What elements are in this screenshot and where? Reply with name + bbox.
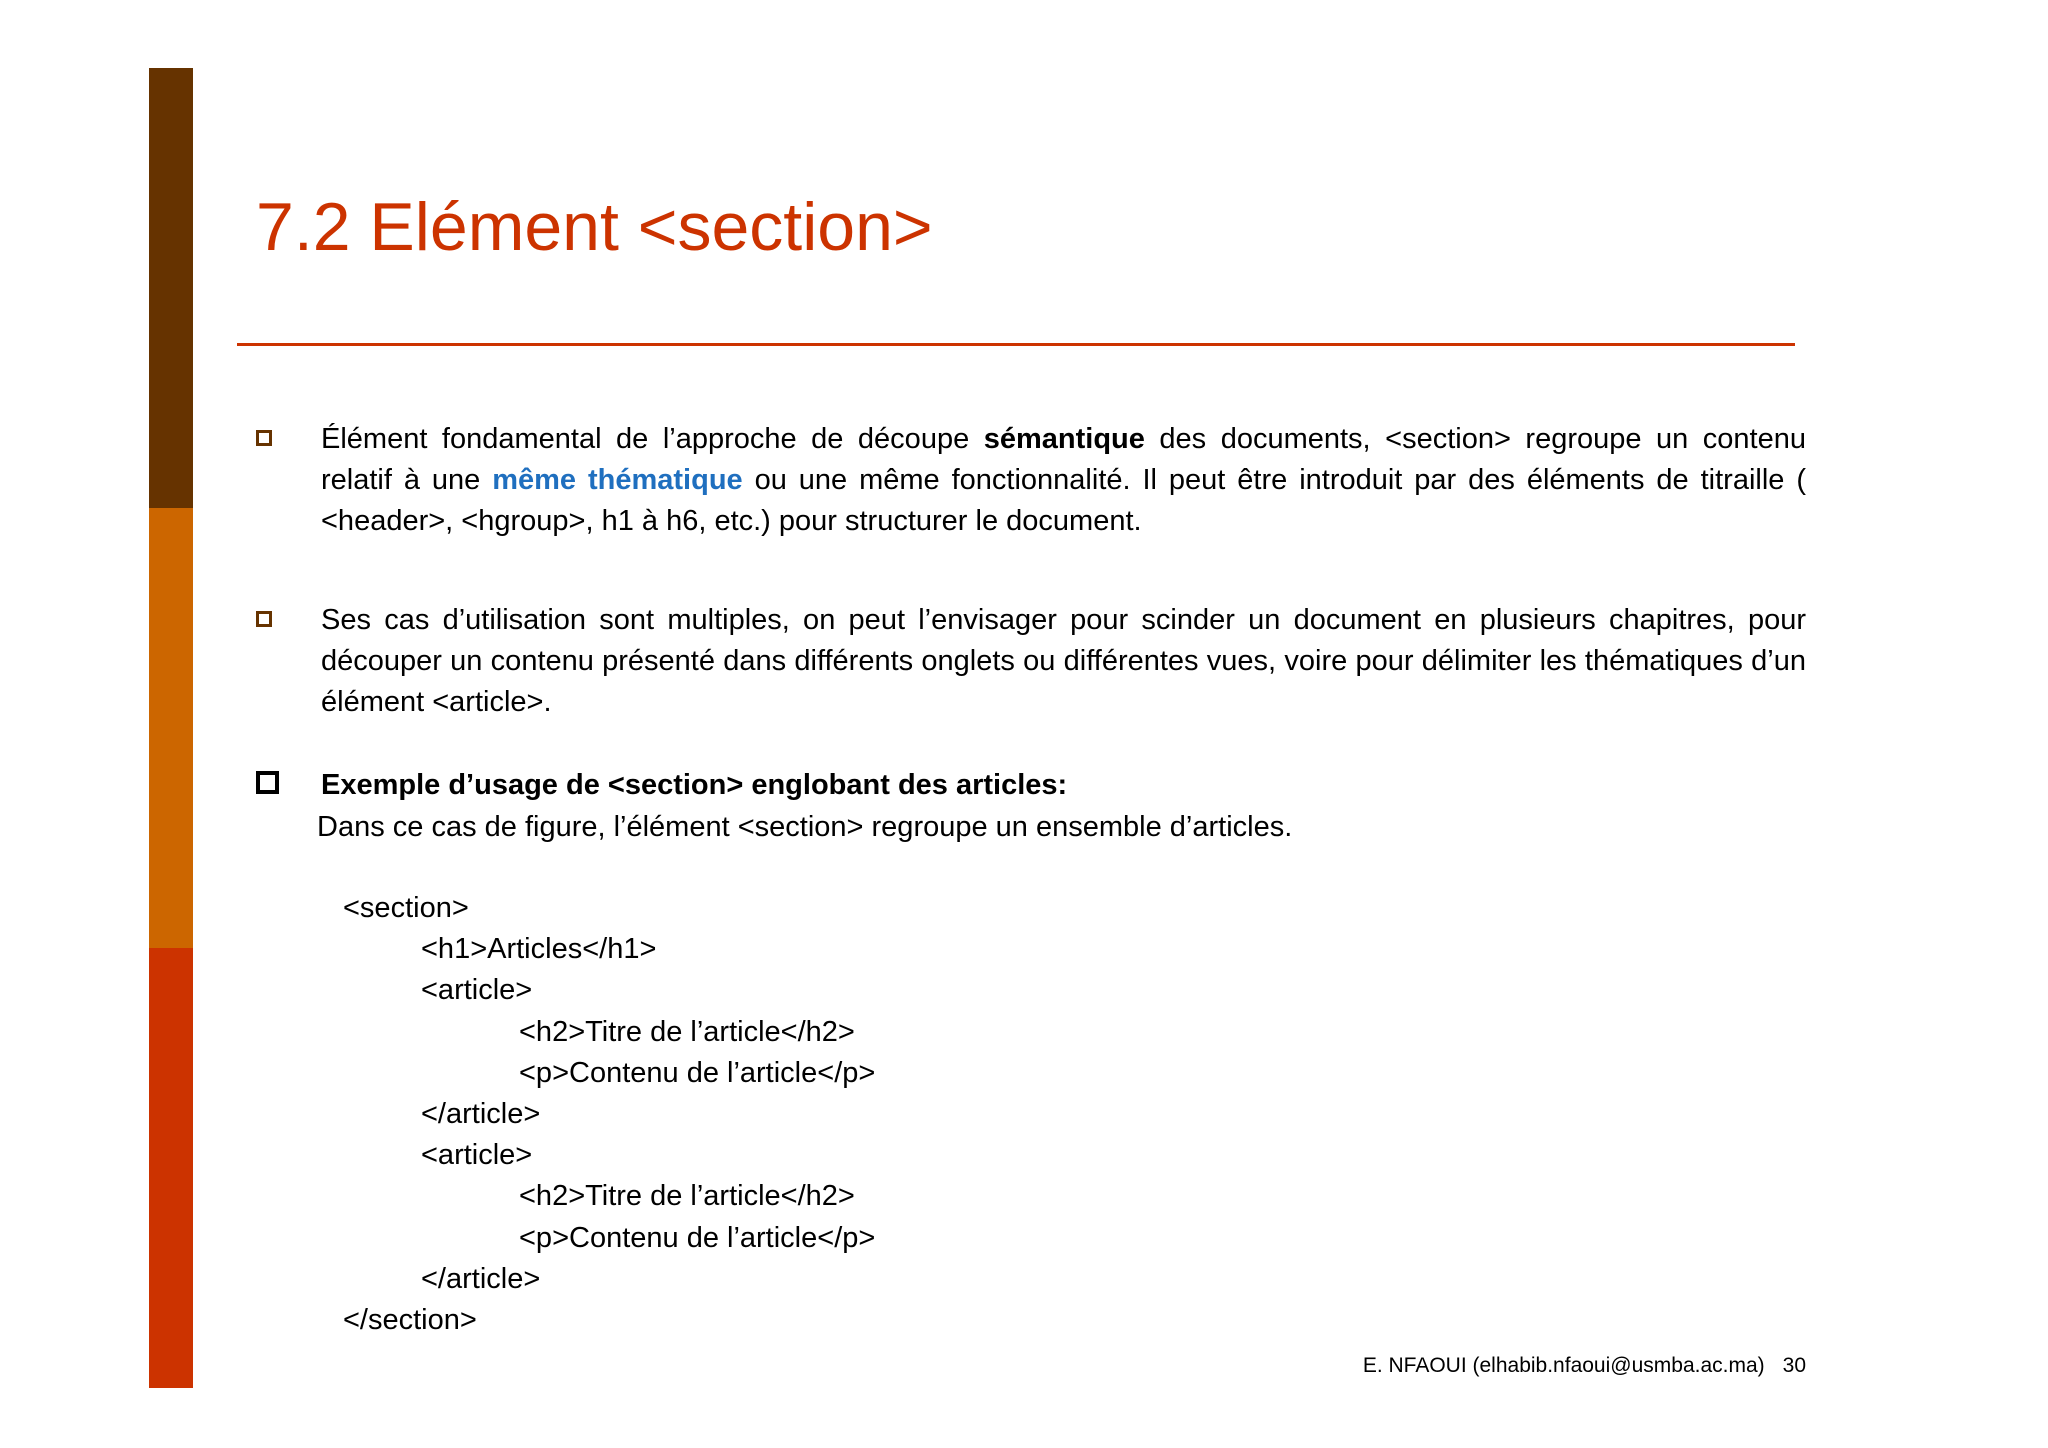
example-heading: Exemple d’usage de <section> englobant des articles: bbox=[321, 769, 1068, 801]
bullet-use-cases bbox=[256, 600, 1806, 723]
footer-author: E. NFAOUI (elhabib.nfaoui@usmba.ac.ma) bbox=[1362, 1354, 1765, 1377]
square-bullet-icon bbox=[256, 611, 272, 627]
page-number: 30 bbox=[1782, 1354, 1806, 1377]
code-line: </article> bbox=[421, 1262, 541, 1295]
title-underline bbox=[237, 343, 1795, 346]
highlighted-term: même thématique bbox=[492, 464, 743, 496]
bullet-example bbox=[256, 765, 1806, 806]
slide-footer bbox=[1363, 1354, 1806, 1378]
code-line: <p>Contenu de l’article</p> bbox=[519, 1056, 876, 1089]
code-line: <article> bbox=[421, 1139, 533, 1172]
slide-title: 7.2 Elément <section> bbox=[256, 189, 933, 265]
bullet-text bbox=[321, 419, 1806, 542]
bullet-semantic bbox=[256, 419, 1806, 542]
code-line: <h1>Articles</h1> bbox=[421, 933, 657, 966]
code-line: <p>Contenu de l’article</p> bbox=[519, 1221, 876, 1254]
code-line: <h2>Titre de l’article</h2> bbox=[519, 1180, 855, 1213]
code-line: <article> bbox=[421, 974, 533, 1007]
bold-term: sémantique bbox=[983, 423, 1145, 455]
square-bullet-icon bbox=[256, 430, 272, 446]
sidebar-bar-brown bbox=[149, 68, 193, 508]
code-line: </article> bbox=[421, 1097, 541, 1130]
bullet-text-part: ou une même fonctionnalité. Il peut être introduit par des éléments de titraille ( <header>, <hgroup>, h1 à h6, etc.) pour structurer le document. bbox=[321, 464, 1806, 537]
sidebar-bar-red bbox=[149, 948, 193, 1388]
bullet-text-part: des documents, <section> regroupe un contenu relatif à une bbox=[321, 423, 1806, 496]
example-description: Dans ce cas de figure, l’élément <section> regroupe un ensemble d’articles. bbox=[317, 811, 1293, 843]
code-line: </section> bbox=[343, 1303, 477, 1336]
bullet-text-part: Élément fondamental de l’approche de découpe bbox=[321, 423, 984, 455]
sidebar-bar-orange bbox=[149, 508, 193, 948]
square-bullet-icon bbox=[256, 771, 279, 794]
code-example bbox=[343, 888, 875, 1341]
code-line: <h2>Titre de l’article</h2> bbox=[519, 1015, 855, 1048]
bullet-text: Ses cas d’utilisation sont multiples, on peut l’envisager pour scinder un document en plusieurs chapitres, pour découper un contenu présenté dans différents onglets ou différentes vues, voire pour délimiter les thématiques d’un élément <article>. bbox=[321, 604, 1806, 718]
code-line: <section> bbox=[343, 892, 469, 924]
